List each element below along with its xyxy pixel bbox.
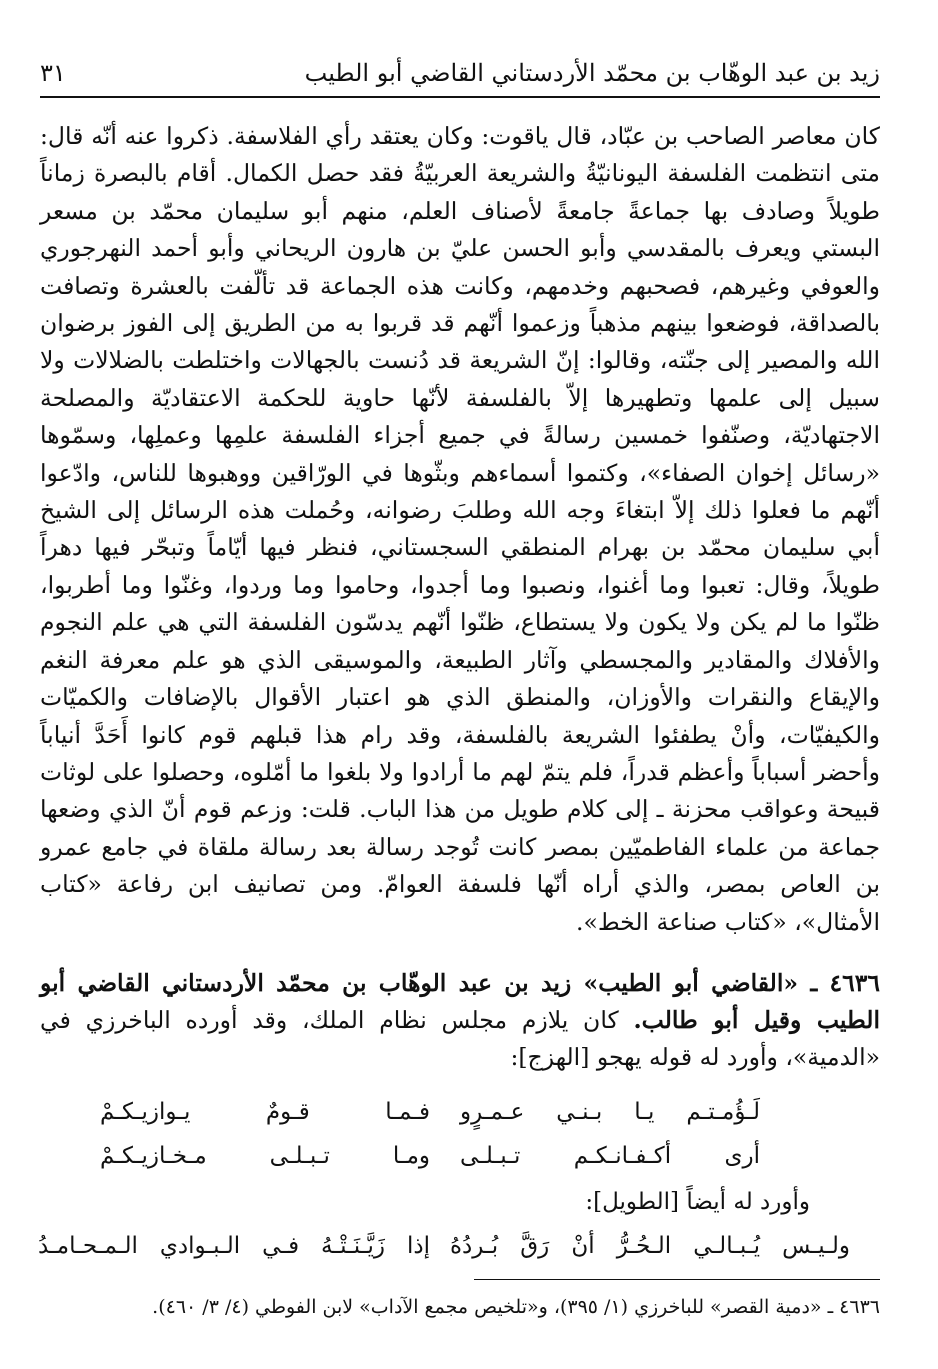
biography-entry — [40, 965, 880, 1076]
entry-heading: ٤٦٣٦ ـ «القاضي أبو الطيب» زيد بن عبد الوهّاب بن محمّد الأردستاني القاضي أبو الطيب وقيل أبو طالب. — [40, 969, 880, 1034]
verse-line — [40, 1226, 880, 1266]
main-paragraph: كان معاصر الصاحب بن عبّاد، قال ياقوت: وكان يعتقد رأي الفلاسفة. ذكروا عنه أنّه قال: متى انتظمت الفلسفة اليونانيّةُ والشريعة العربيّةُ فقد حصل الكمال. أقام بالبصرة زماناً طويلاً وصادف بها جماعةً جامعةً لأصناف العلم، منهم أبو سليمان محمّد بن مسعر البستي ويعرف بالمقدسي وأبو الحسن عليّ بن هارون الريحاني وأبو أحمد النهرجوري والعوفي وغيرهم، فصحبهم وخدمهم، وكانت هذه الجماعة قد تألّفت بالعشرة وتصافت بالصداقة، فوضعوا بينهم مذهباً وزعموا أنّهم قد قربوا به من الطريق إلى الفوز برضوان الله والمصير إلى جنّته، وقالوا: إنّ الشريعة قد دُنست بالجهالات واختلطت بالضلالات ولا سبيل إلى علمها وتطهيرها إلاّ بالفلسفة لأنّها حاوية للحكمة الاعتقاديّة والمصلحة الاجتهاديّة، وصنّفوا خمسين رسالةً في جميع أجزاء الفلسفة علمِها وعملِها، وسمّوها «رسائل إخوان الصفاء»، وكتموا أسماءهم وبثّوها في الورّاقين ووهبوها للناس، وادّعوا أنّهم ما فعلوا ذلك إلاّ ابتغاءَ وجه الله وطلبَ رضوانه، وحُملت هذه الرسائل إلى الشيخ أبي سليمان محمّد بن بهرام المنطقي السجستاني، فنظر فيها أيّاماً وتبحّر فيها دهراً طويلاً، وقال: تعبوا وما أغنوا، ونصبوا وما أجدوا، وحاموا وما وردوا، وغنّوا وما أطربوا، ظنّوا ما لم يكن ولا يكون ولا يستطاع، ظنّوا أنّهم يدسّون الفلسفة التي هي علم النجوم والأفلاك والمقادير والمجسطي وآثار الطبيعة، والموسيقى الذي هو علم معرفة النغم والإيقاع والنقرات والأوزان، والمنطق الذي هو اعتبار الأقوال بالإضافات والكميّات والكيفيّات، وأنْ يطفئوا الشريعة بالفلسفة، وقد رام هذا قبلهم قوم كانوا أَحَدَّ أنياباً وأحضر أسباباً وأعظم قدراً، فلم يتمّ لهم ما أرادوا ولا بلغوا ما أمّلوه، وحصلوا على لوثات قبيحة وعواقب محزنة ـ إلى كلام طويل من هذا الباب. قلت: وزعم قوم أنّ الذي وضعها جماعة من علماء الفاطميّين بمصر كانت تُوجد رسالة بعد رسالة ملقاة في جامع عمرو بن العاص بمصر، والذي أراه أنّها فلسفة العوامّ. ومن تصانيف ابن رفاعة «كتاب الأمثال»، «كتاب صناعة الخط». — [40, 122, 880, 936]
verse-first-hemistich: أرى أكـفـانـكـم تـبـلـى — [460, 1143, 760, 1169]
verse-first-hemistich: ولـيـس يُـبـالـي الـحُـرُّ أنْ رَقَّ بُـردُهُ — [450, 1233, 850, 1259]
verse-line — [40, 1136, 880, 1176]
verse-intro: وأورد له أيضاً [الطويل]: — [585, 1189, 810, 1215]
verse-second-hemistich: ومـا تـبـلـى مـخـازيـكـمْ — [100, 1143, 430, 1169]
running-head — [40, 52, 880, 88]
page-number: ٣١ — [40, 59, 66, 87]
entry-text: كان يلازم مجلس نظام الملك، وقد أورده الباخرزي في «الدمية»، وأورد له قوله يهجو [الهزج]: — [40, 1006, 880, 1071]
verse-second-hemistich: إذا زَيَّـنَـتْـهُ فـي الـبـوادي الـمـحـامـدُ — [38, 1233, 430, 1259]
verse-first-hemistich: لَـؤُمـتـم يـا بـنـي عـمـرٍو — [460, 1099, 760, 1125]
footnote-rule — [474, 1279, 880, 1280]
verse-line — [40, 1092, 880, 1132]
footnote: ٤٦٣٦ ـ «دمية القصر» للباخرزي (١/ ٣٩٥)، و«تلخيص مجمع الآداب» لابن الفوطي (٤/ ٣/ ٤٦٠). — [152, 1296, 880, 1318]
verse-second-hemistich: فـمـا قـومٌ يـوازيـكـمْ — [100, 1099, 430, 1125]
header-rule — [40, 96, 880, 98]
running-head-title: زيد بن عبد الوهّاب بن محمّد الأردستاني القاضي أبو الطيب — [304, 59, 880, 87]
